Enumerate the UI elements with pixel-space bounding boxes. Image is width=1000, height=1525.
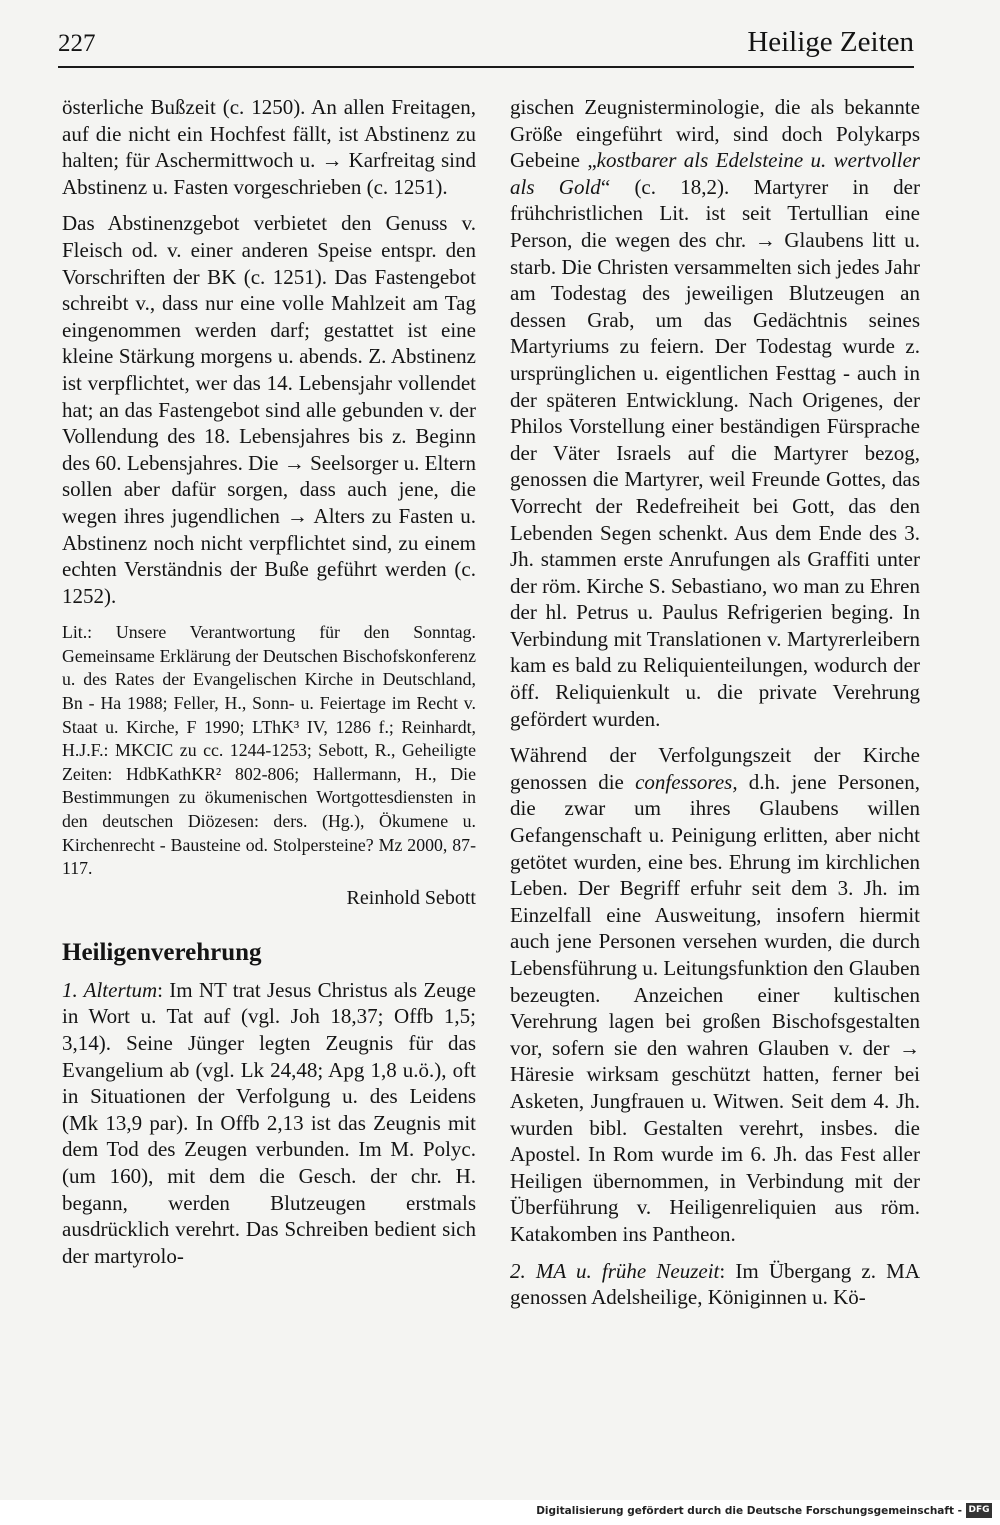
text-run: “ (c. 18,2). Martyrer in der frühchristlichen Lit. ist seit Tertullian eine Person, die wegen des chr. → Glaubens litt u. starb. Die Christen versammelten sich jedes Jahr am Todestag des jeweiligen Blutzeugen an dessen Grab, um das Gedächtnis seines Martyriums zu feiern. Der Todestag wurde z. ursprünglichen u. eigentlichen Festtag - auch in der späteren Entwicklung. Nach Origenes, der Philos Vorstellung einer beständigen Fürsprache der Väter Israels auf die Martyrer bezog, genossen die Martyrer, weil Freunde Gottes, das Vorrecht der Redefreiheit bei Gott, das den Lebenden Segen schenkt. Aus dem Ende des 3. Jh. stammen erste Anrufungen als Graffiti unter der röm. Kirche S. Sebastiano, wo man zu Ehren der hl. Petrus u. Paulus Refrigerien beging. In Verbindung mit Translationen v. Martyrerleibern kam es bald zu Reliquienteilungen, wodurch der öff. Reliquienkult u. die private Verehrung gefördert wurden. [510, 174, 920, 731]
section-text: : Im Übergang z. MA genossen Adelsheilige, Königinnen u. Kö- [510, 1258, 920, 1310]
section-label: 2. MA u. frühe Neuzeit [510, 1258, 720, 1283]
text-run: d.h. jene Personen, die zwar um ihres Glaubens willen Gefangenschaft u. Peinigung erlitten, aber nicht getötet wurden, eine bes. Ehrung im kirchlichen Leben. Der Begriff erfuhr seit dem 3. Jh. im Einzelfall eine Ausweitung, insofern hiermit auch jene Personen versehen wurden, die durch Lebensführung u. Leitungsfunktion den Glauben bezeugten. Anzeichen einer kultischen Verehrung lagen bei großen Bischofsgestalten vor, sofern sie den wahren Glauben v. der → Häresie wirksam geschützt hatten, ferner bei Asketen, Jungfrauen u. Witwen. Seit dem 4. Jh. wurden bibl. Gestalten verehrt, insbes. die Apostel. In Rom wurde im 6. Jh. das Fest aller Heiligen übernommen, in Verbindung mit der Überführung v. Heiligenreliquien aus röm. Katakomben ins Pantheon. [510, 769, 920, 1246]
running-head: Heilige Zeiten [747, 26, 914, 58]
funding-credit: Digitalisierung gefördert durch die Deutsche Forschungsgemeinschaft - [536, 1505, 962, 1517]
paragraph [510, 742, 920, 1247]
header-rule [58, 66, 914, 68]
right-column [510, 94, 920, 1311]
paragraph: österliche Bußzeit (c. 1250). An allen Freitagen, auf die nicht ein Hochfest fällt, ist Abstinenz zu halten; für Aschermittwoch u. → Karfreitag sind Abstinenz u. Fasten vorgeschrieben (c. 1251). [62, 95, 476, 199]
section-paragraph [62, 977, 476, 1270]
section-text: : Im NT trat Jesus Christus als Zeuge in Wort u. Tat auf (vgl. Joh 18,37; Offb 1,5; 3,14). Seine Jünger legten Zeugnis für das Evangelium ab (vgl. Lk 24,48; Apg 1,8 u.ö.), oft in Situationen der Verfolgung u. des Leidens (Mk 13,9 par). In Offb 2,13 ist das Zeugnis mit dem Tod des Zeugen verbunden. Im M. Polyc. (um 160), mit dem die Gesch. der chr. H. begann, werden Blutzeugen erstmals ausdrücklich verehrt. Das Schreiben bedient sich der martyrolo- [62, 977, 476, 1268]
paragraph: Das Abstinenzgebot verbietet den Genuss v. Fleisch od. v. einer anderen Speise entspr. den Vorschriften der BK (c. 1251). Das Fastengebot schreibt v., dass nur eine volle Mahlzeit am Tag eingenommen werden darf; gestattet ist eine kleine Stärkung morgens u. abends. Z. Abstinenz ist verpflichtet, wer das 14. Lebensjahr vollendet hat; an das Fastengebot sind alle gebunden v. der Vollendung des 18. Lebensjahres bis z. Beginn des 60. Lebensjahres. Die → Seelsorger u. Eltern sollen aber dafür sorgen, dass auch jene, die wegen ihres jugendlichen → Alters zu Fasten u. Abstinenz noch nicht verpflichtet sind, zu einem echten Verständnis der Buße geführt werden (c. 1252). [62, 211, 476, 608]
article-author: Reinhold Sebott [346, 886, 476, 909]
text-run: Während der Verfolgungszeit der Kirche genossen die [510, 743, 920, 794]
dfg-logo: DFG [966, 1503, 992, 1518]
term-italic: confessores, [635, 769, 738, 794]
page-header [58, 26, 914, 66]
text-run: gischen Zeugnisterminologie, die als bekannte Größe eingeführt wird, sind doch Polykarps Gebeine „ [510, 95, 920, 173]
digitization-footer [0, 1500, 1000, 1525]
paragraph [510, 94, 920, 732]
page-number: 227 [58, 30, 96, 57]
section-label: 1. Altertum [62, 977, 158, 1002]
section-paragraph [510, 1258, 920, 1311]
article-heading: Heiligenverehrung [62, 938, 262, 966]
left-column [62, 94, 476, 1269]
literature-references: Lit.: Unsere Verantwortung für den Sonntag. Gemeinsame Erklärung der Deutschen Bischofskonferenz u. des Rates der Evangelischen Kirche in Deutschland, Bn - Ha 1988; Feller, H., Sonn- u. Feiertage im Recht v. Staat u. Kirche, F 1990; LThK³ IV, 1286 f.; Reinhardt, H.J.F.: MKCIC zu cc. 1244-1253; Sebott, R., Geheiligte Zeiten: HdbKathKR² 802-806; Hallermann, H., Die Bestimmungen zu ökumenischen Wortgottesdiensten in den deutschen Diözesen: ders. (Hg.), Ökumene u. Kirchenrecht - Bausteine od. Stolpersteine? Mz 2000, 87-117. [62, 622, 476, 879]
quote-italic: kostbarer als Edelsteine u. wertvoller als Gold [510, 148, 920, 199]
